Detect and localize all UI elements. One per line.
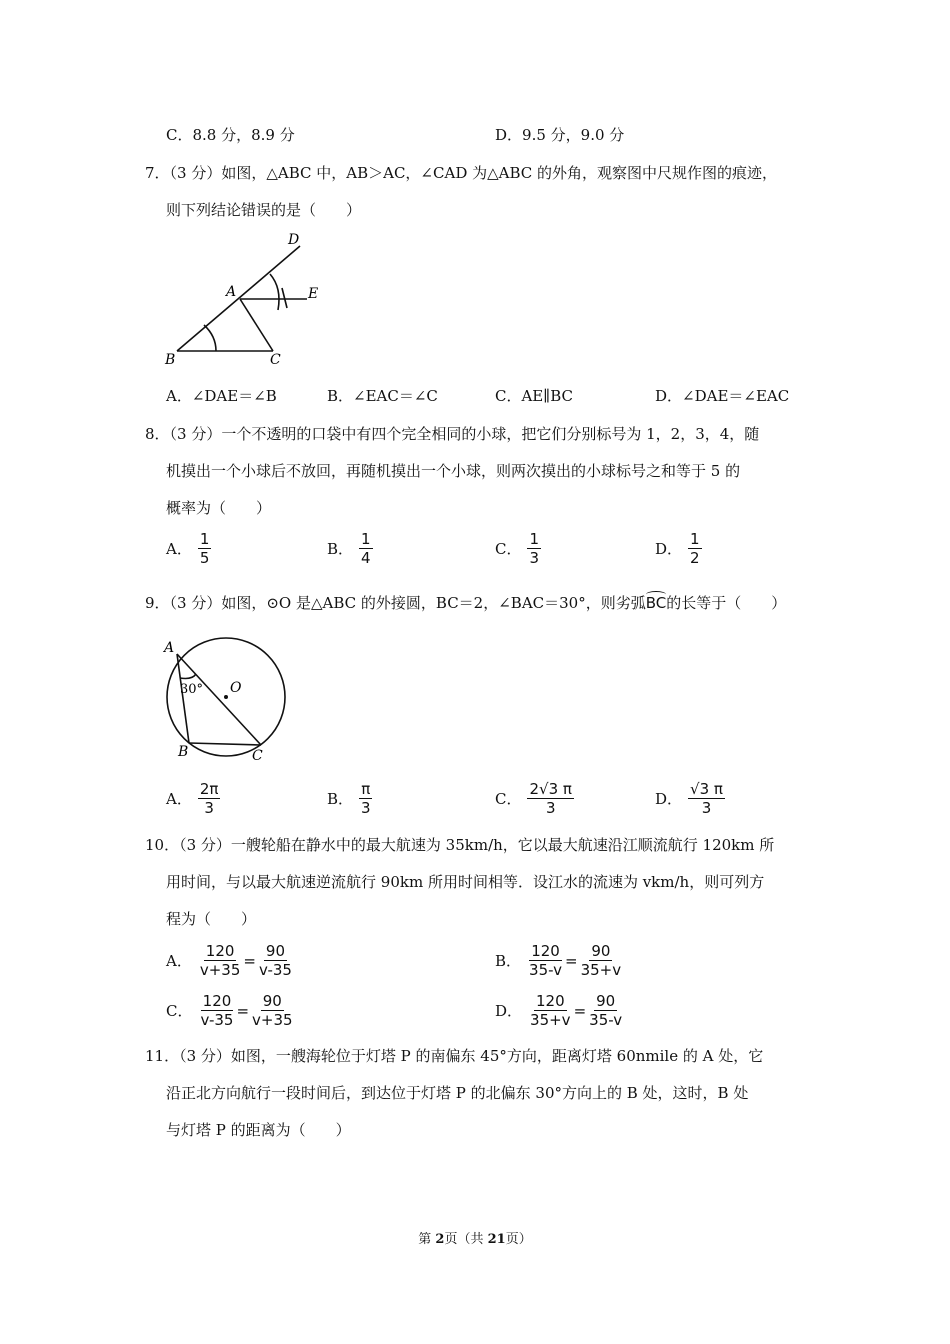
q10-option-a-right bbox=[257, 942, 294, 979]
q9-option-a-label: A． bbox=[166, 790, 192, 808]
q9-option-a-fraction bbox=[198, 780, 221, 817]
q10-option-c-right-num: 90 bbox=[262, 992, 282, 1010]
q10-text-line3: 程为（ ） bbox=[166, 910, 257, 928]
q8-option-d-label: D． bbox=[655, 540, 683, 558]
q9-option-a-num: 2π bbox=[199, 780, 219, 798]
q10-option-a-eq: = bbox=[243, 951, 256, 970]
q8-text-line2: 机摸出一个小球后不放回，再随机摸出一个小球，则两次摸出的小球标号之和等于 5 的 bbox=[166, 462, 741, 480]
q10-option-b-right bbox=[579, 942, 624, 979]
q10-option-c-right bbox=[250, 992, 295, 1029]
q10-option-a-right-num: 90 bbox=[265, 942, 285, 960]
q9-text-tail: 的长等于（ ） bbox=[666, 594, 787, 612]
q9-option-b-num: π bbox=[361, 780, 371, 798]
q9-angle-arc bbox=[180, 674, 196, 679]
q10-option-b-right-den: 35+v bbox=[580, 961, 622, 979]
q8-option-d-num: 1 bbox=[690, 530, 700, 548]
q10-option-d-right-den: 35-v bbox=[589, 1011, 623, 1029]
q10-option-a-left bbox=[198, 942, 243, 979]
q9-text-main: 9．（3 分）如图，⊙O 是△ABC 的外接圆，BC＝2，∠BAC＝30°，则劣弧 bbox=[145, 594, 646, 612]
q7-label-e: E bbox=[308, 286, 319, 302]
footer-suffix: 页） bbox=[505, 1232, 532, 1247]
q10-option-d-eq: = bbox=[573, 1001, 587, 1020]
q8-option-c-den: 3 bbox=[529, 549, 540, 567]
q8-option-c-num: 1 bbox=[529, 530, 540, 548]
footer-page-number: 2 bbox=[435, 1232, 445, 1247]
q11-text-line3: 与灯塔 P 的距离为（ ） bbox=[166, 1121, 351, 1139]
q9-option-d bbox=[655, 780, 725, 817]
page-footer bbox=[0, 1228, 950, 1247]
q7-label-a: A bbox=[226, 284, 237, 300]
q7-label-b: B bbox=[165, 352, 176, 368]
q10-option-b-left-num: 120 bbox=[531, 942, 560, 960]
q7-label-c: C bbox=[270, 352, 281, 368]
q10-option-c-label: C． bbox=[166, 1002, 193, 1020]
q9-option-c-label: C． bbox=[495, 790, 522, 808]
q7-text-line2: 则下列结论错误的是（ ） bbox=[166, 201, 362, 219]
q10-option-b-right-num: 90 bbox=[591, 942, 611, 960]
q9-option-c-den: 3 bbox=[545, 799, 556, 817]
q10-option-c-left bbox=[198, 992, 235, 1029]
q8-option-a-label: A． bbox=[166, 540, 192, 558]
q8-option-d bbox=[655, 530, 702, 567]
q9-center-point bbox=[224, 695, 228, 699]
q7-label-d: D bbox=[288, 232, 300, 248]
q7-option-d: D．∠DAE＝∠EAC bbox=[655, 387, 790, 405]
q6-option-d: D．9.5 分，9.0 分 bbox=[495, 126, 625, 144]
q9-option-a bbox=[166, 780, 220, 817]
q8-option-c-label: C． bbox=[495, 540, 522, 558]
q9-line-ac bbox=[177, 654, 261, 745]
q9-label-o: O bbox=[230, 680, 242, 696]
q8-option-b-fraction bbox=[359, 530, 373, 567]
q9-figure bbox=[160, 630, 295, 765]
q9-option-c-fraction bbox=[527, 780, 573, 817]
q9-line-bc bbox=[189, 743, 261, 745]
q7-arc-a bbox=[270, 274, 279, 310]
q10-option-a-label: A． bbox=[166, 952, 192, 970]
q9-label-angle: 30° bbox=[180, 682, 204, 697]
q10-option-b-eq: = bbox=[565, 951, 578, 970]
q6-option-c: C．8.8 分，8.9 分 bbox=[166, 126, 295, 144]
q7-option-b: B．∠EAC＝∠C bbox=[327, 387, 438, 405]
q8-option-d-den: 2 bbox=[690, 549, 700, 567]
q10-option-a-left-num: 120 bbox=[205, 942, 235, 960]
q10-option-d-right-num: 90 bbox=[596, 992, 616, 1010]
q9-text-line1 bbox=[145, 592, 786, 613]
footer-total-pages: 21 bbox=[487, 1232, 506, 1247]
q8-option-c-fraction bbox=[527, 530, 541, 567]
q7-text-line1: 7．（3 分）如图，△ABC 中，AB＞AC，∠CAD 为△ABC 的外角，观察图中尺规作图的痕迹， bbox=[145, 164, 778, 182]
q10-option-a bbox=[166, 942, 294, 979]
q8-option-b-label: B． bbox=[327, 540, 354, 558]
q8-option-a-fraction bbox=[198, 530, 212, 567]
q10-option-d-right bbox=[587, 992, 624, 1029]
q10-option-b-label: B． bbox=[495, 952, 522, 970]
q10-option-b-left-den: 35-v bbox=[529, 961, 563, 979]
q9-option-d-fraction bbox=[688, 780, 725, 817]
q7-arc-b bbox=[204, 325, 216, 351]
q8-text-line3: 概率为（ ） bbox=[166, 499, 272, 517]
q10-text-line1: 10．（3 分）一艘轮船在静水中的最大航速为 35km/h，它以最大航速沿江顺流航行 120km 所 bbox=[145, 836, 775, 854]
q11-text-line1: 11．（3 分）如图，一艘海轮位于灯塔 P 的南偏东 45°方向，距离灯塔 60nmile 的 A 处，它 bbox=[145, 1047, 764, 1065]
q7-option-a: A．∠DAE＝∠B bbox=[166, 387, 277, 405]
q9-line-ab bbox=[177, 654, 189, 743]
q9-label-b: B bbox=[178, 744, 189, 760]
q10-option-a-left-den: v+35 bbox=[199, 961, 241, 979]
q7-arc-mark bbox=[282, 288, 287, 308]
q9-arc-overmark bbox=[646, 591, 667, 598]
q10-option-c-left-num: 120 bbox=[202, 992, 232, 1010]
q9-option-c bbox=[495, 780, 574, 817]
q10-option-c-left-den: v-35 bbox=[200, 1011, 234, 1029]
q9-label-a: A bbox=[164, 640, 175, 656]
q8-option-d-fraction bbox=[688, 530, 702, 567]
q9-option-b-fraction bbox=[359, 780, 373, 817]
q10-option-d-left-num: 120 bbox=[535, 992, 565, 1010]
q9-option-b-den: 3 bbox=[361, 799, 371, 817]
q11-text-line2: 沿正北方向航行一段时间后，到达位于灯塔 P 的北偏东 30°方向上的 B 处，这时，B 处 bbox=[166, 1084, 749, 1102]
q10-option-c-eq: = bbox=[236, 1001, 250, 1020]
q8-text-line1: 8．（3 分）一个不透明的口袋中有四个完全相同的小球，把它们分别标号为 1，2，3，4，随 bbox=[145, 425, 760, 443]
q10-option-b bbox=[495, 942, 623, 979]
q8-option-b bbox=[327, 530, 373, 567]
q9-option-b bbox=[327, 780, 373, 817]
q8-option-a-den: 5 bbox=[199, 549, 210, 567]
q10-option-a-right-den: v-35 bbox=[258, 961, 292, 979]
q7-line-ac bbox=[240, 299, 273, 351]
q10-option-d bbox=[495, 992, 624, 1029]
q10-option-d-label: D． bbox=[495, 1002, 523, 1020]
q8-option-b-num: 1 bbox=[361, 530, 371, 548]
q9-option-a-den: 3 bbox=[204, 799, 214, 817]
q9-arc-label: BC bbox=[645, 594, 667, 612]
q8-option-a bbox=[166, 530, 211, 567]
footer-prefix: 第 bbox=[418, 1232, 436, 1247]
q10-option-c bbox=[166, 992, 295, 1029]
q9-option-b-label: B． bbox=[327, 790, 354, 808]
q9-option-d-num: √3 π bbox=[690, 780, 723, 798]
q10-option-d-left bbox=[528, 992, 573, 1029]
q9-option-d-den: 3 bbox=[701, 799, 712, 817]
q9-option-c-num: 2√3 π bbox=[529, 780, 572, 798]
q8-option-a-num: 1 bbox=[199, 530, 210, 548]
q8-option-b-den: 4 bbox=[361, 549, 371, 567]
q7-figure bbox=[160, 228, 330, 370]
q7-option-c: C．AE∥BC bbox=[495, 387, 573, 405]
q10-option-b-left bbox=[527, 942, 564, 979]
footer-mid: 页（共 bbox=[444, 1232, 488, 1247]
q10-option-d-left-den: 35+v bbox=[530, 1011, 571, 1029]
q9-option-d-label: D． bbox=[655, 790, 683, 808]
q9-label-c: C bbox=[252, 748, 263, 764]
q9-arc-notation bbox=[646, 594, 667, 612]
q8-option-c bbox=[495, 530, 541, 567]
q10-option-c-right-den: v+35 bbox=[252, 1011, 293, 1029]
q10-text-line2: 用时间，与以最大航速逆流航行 90km 所用时间相等．设江水的流速为 vkm/h，则可列方 bbox=[166, 873, 765, 891]
